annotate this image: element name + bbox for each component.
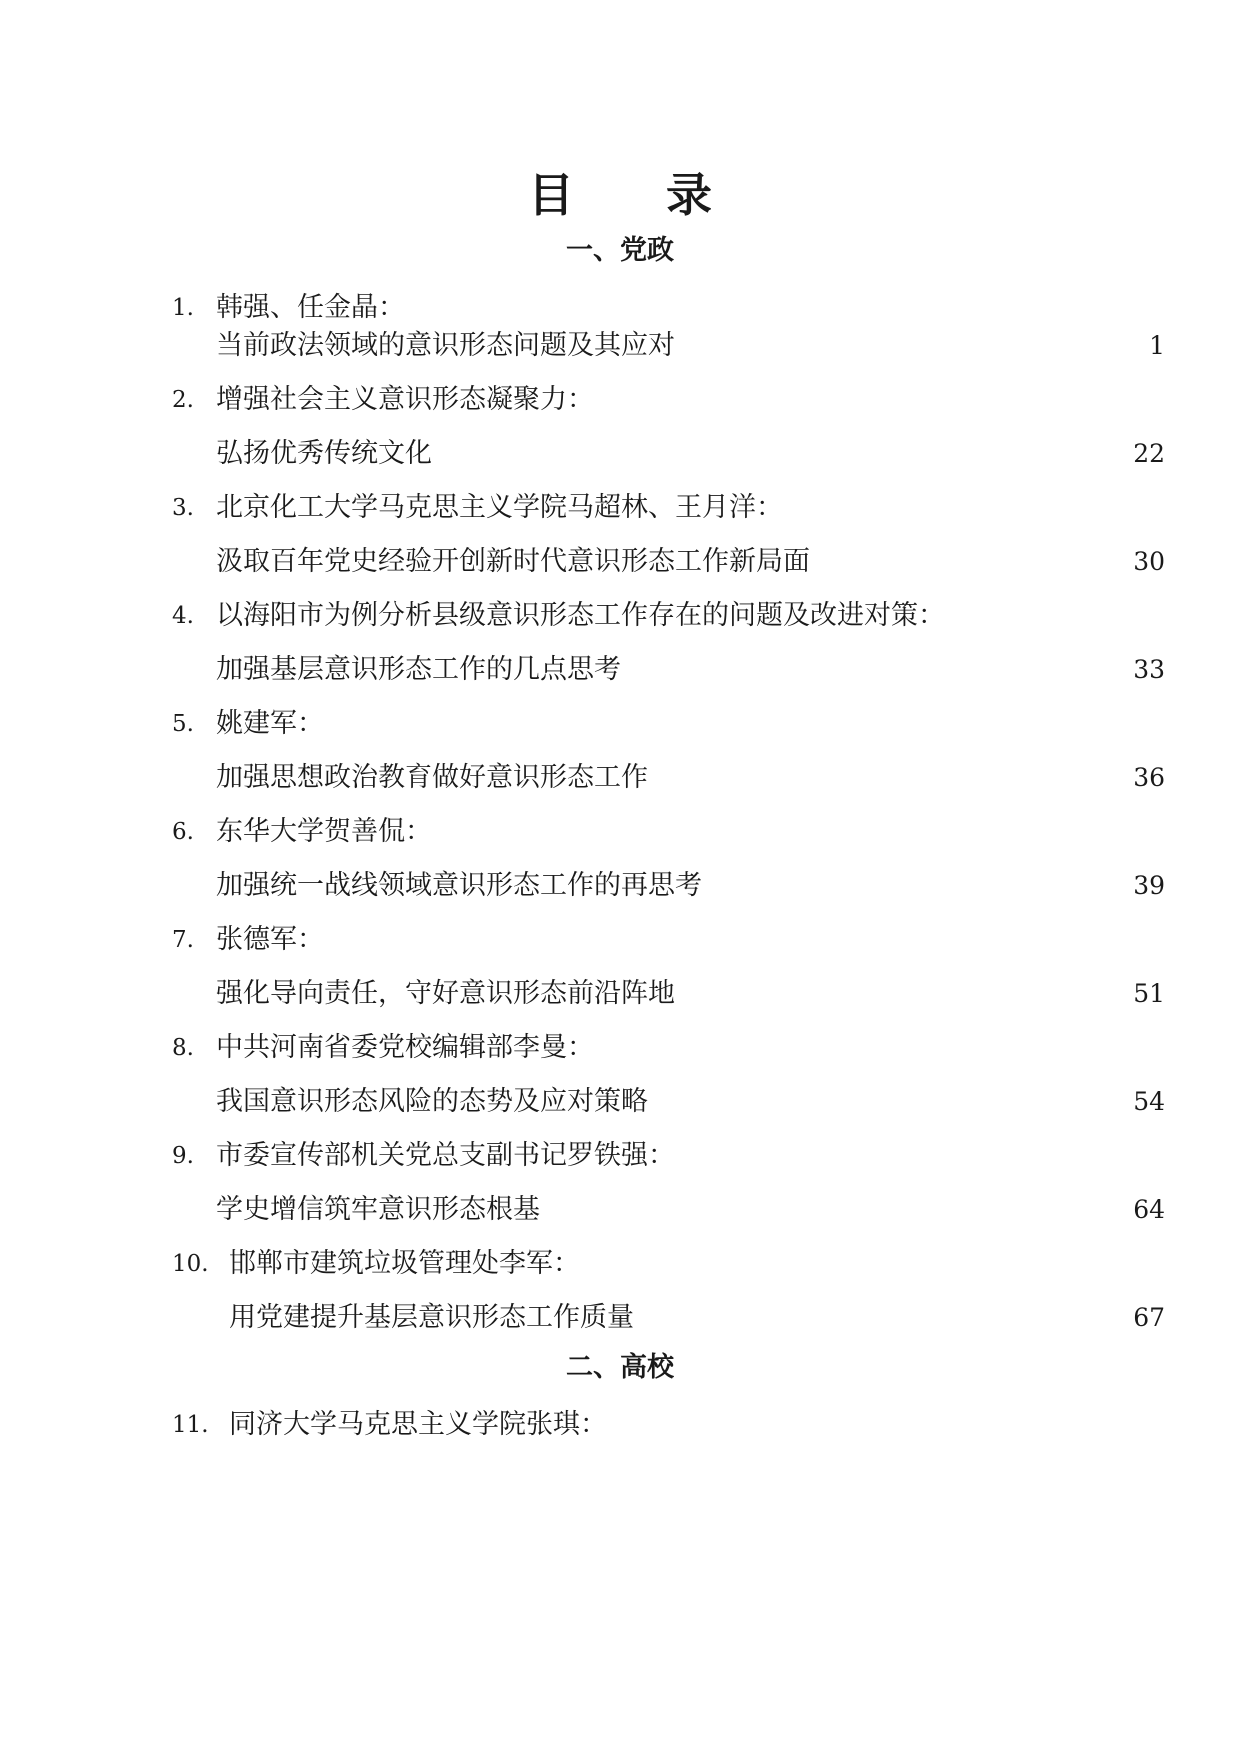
- toc-entry-author: 同济大学马克思主义学院张琪：: [229, 1409, 607, 1440]
- toc-entry-author-line[interactable]: [0, 288, 1240, 328]
- toc-entry-author: 市委宣传部机关党总支副书记罗铁强：: [216, 1140, 675, 1171]
- toc-entry-title: 我国意识形态风险的态势及应对策略: [216, 1086, 648, 1117]
- page-title: 目 录: [527, 168, 750, 222]
- toc-entry-number: 8.: [172, 1035, 194, 1061]
- toc-entry-number: 2.: [172, 387, 194, 413]
- toc-entry-author: 中共河南省委党校编辑部李曼：: [216, 1032, 594, 1063]
- toc-entry-author-line[interactable]: [0, 380, 1240, 420]
- toc-entry-author-line[interactable]: [0, 1136, 1240, 1176]
- toc-entry-title-line[interactable]: [0, 974, 1240, 1014]
- toc-entry-number: 11.: [172, 1412, 209, 1438]
- toc-entry-number: 4.: [172, 603, 194, 629]
- section-heading-universities: 二、高校: [566, 1352, 674, 1383]
- toc-entry-page-number: 64: [1133, 1195, 1165, 1224]
- toc-entry-title: 汲取百年党史经验开创新时代意识形态工作新局面: [216, 546, 810, 577]
- toc-entry-title: 加强思想政治教育做好意识形态工作: [216, 762, 648, 793]
- toc-entry-title-line[interactable]: [0, 434, 1240, 474]
- toc-entry-number: 3.: [172, 495, 194, 521]
- toc-entry-author: 增强社会主义意识形态凝聚力：: [216, 384, 594, 415]
- toc-entry-page-number: 1: [1149, 331, 1165, 360]
- section-heading-party-government: 一、党政: [566, 235, 674, 266]
- toc-entry-page-number: 36: [1133, 763, 1165, 792]
- toc-entry-author: 北京化工大学马克思主义学院马超林、王月洋：: [216, 492, 783, 523]
- toc-entry-page-number: 30: [1133, 547, 1165, 576]
- toc-entry-author-line[interactable]: [0, 1244, 1240, 1284]
- toc-entry-page-number: 67: [1133, 1303, 1165, 1332]
- toc-entry-number: 1.: [172, 295, 194, 321]
- toc-entry-number: 5.: [172, 711, 194, 737]
- toc-entry-number: 6.: [172, 819, 194, 845]
- toc-entry-title: 用党建提升基层意识形态工作质量: [229, 1302, 634, 1333]
- toc-entry-author: 韩强、任金晶：: [216, 292, 405, 323]
- toc-entry-title-line[interactable]: [0, 866, 1240, 906]
- toc-entry-title: 弘扬优秀传统文化: [216, 438, 432, 469]
- toc-entry-author: 姚建军：: [216, 708, 324, 739]
- toc-entry-title-line[interactable]: [0, 758, 1240, 798]
- toc-entry-page-number: 22: [1133, 439, 1165, 468]
- toc-entry-number: 9.: [172, 1143, 194, 1169]
- toc-entry-page-number: 54: [1133, 1087, 1165, 1116]
- toc-entry-title: 加强基层意识形态工作的几点思考: [216, 654, 621, 685]
- toc-entry-author: 张德军：: [216, 924, 324, 955]
- toc-entry-author-line[interactable]: [0, 704, 1240, 744]
- toc-entry-author-line[interactable]: [0, 812, 1240, 852]
- toc-entry-title: 学史增信筑牢意识形态根基: [216, 1194, 540, 1225]
- toc-entry-author: 东华大学贺善侃：: [216, 816, 432, 847]
- toc-entry-author-line[interactable]: [0, 1405, 1240, 1445]
- toc-entry-page-number: 33: [1133, 655, 1165, 684]
- toc-entry-title-line[interactable]: [0, 542, 1240, 582]
- toc-entry-author-line[interactable]: [0, 920, 1240, 960]
- toc-entry-title-line[interactable]: [0, 1298, 1240, 1338]
- toc-entry-author: 以海阳市为例分析县级意识形态工作存在的问题及改进对策：: [216, 600, 945, 631]
- toc-entry-author-line[interactable]: [0, 488, 1240, 528]
- toc-entry-title: 当前政法领域的意识形态问题及其应对: [216, 330, 675, 361]
- toc-entry-title-line[interactable]: [0, 650, 1240, 690]
- toc-entry-author-line[interactable]: [0, 596, 1240, 636]
- toc-entry-page-number: 51: [1133, 979, 1165, 1008]
- toc-entry-number: 7.: [172, 927, 194, 953]
- toc-entry-title-line[interactable]: [0, 1082, 1240, 1122]
- toc-entry-title-line[interactable]: [0, 326, 1240, 366]
- toc-entry-title: 加强统一战线领域意识形态工作的再思考: [216, 870, 702, 901]
- toc-entry-page-number: 39: [1133, 871, 1165, 900]
- toc-entry-author: 邯郸市建筑垃圾管理处李军：: [229, 1248, 580, 1279]
- toc-entry-title-line[interactable]: [0, 1190, 1240, 1230]
- toc-entry-author-line[interactable]: [0, 1028, 1240, 1068]
- toc-entry-number: 10.: [172, 1251, 209, 1277]
- toc-entry-title: 强化导向责任，守好意识形态前沿阵地: [216, 978, 675, 1009]
